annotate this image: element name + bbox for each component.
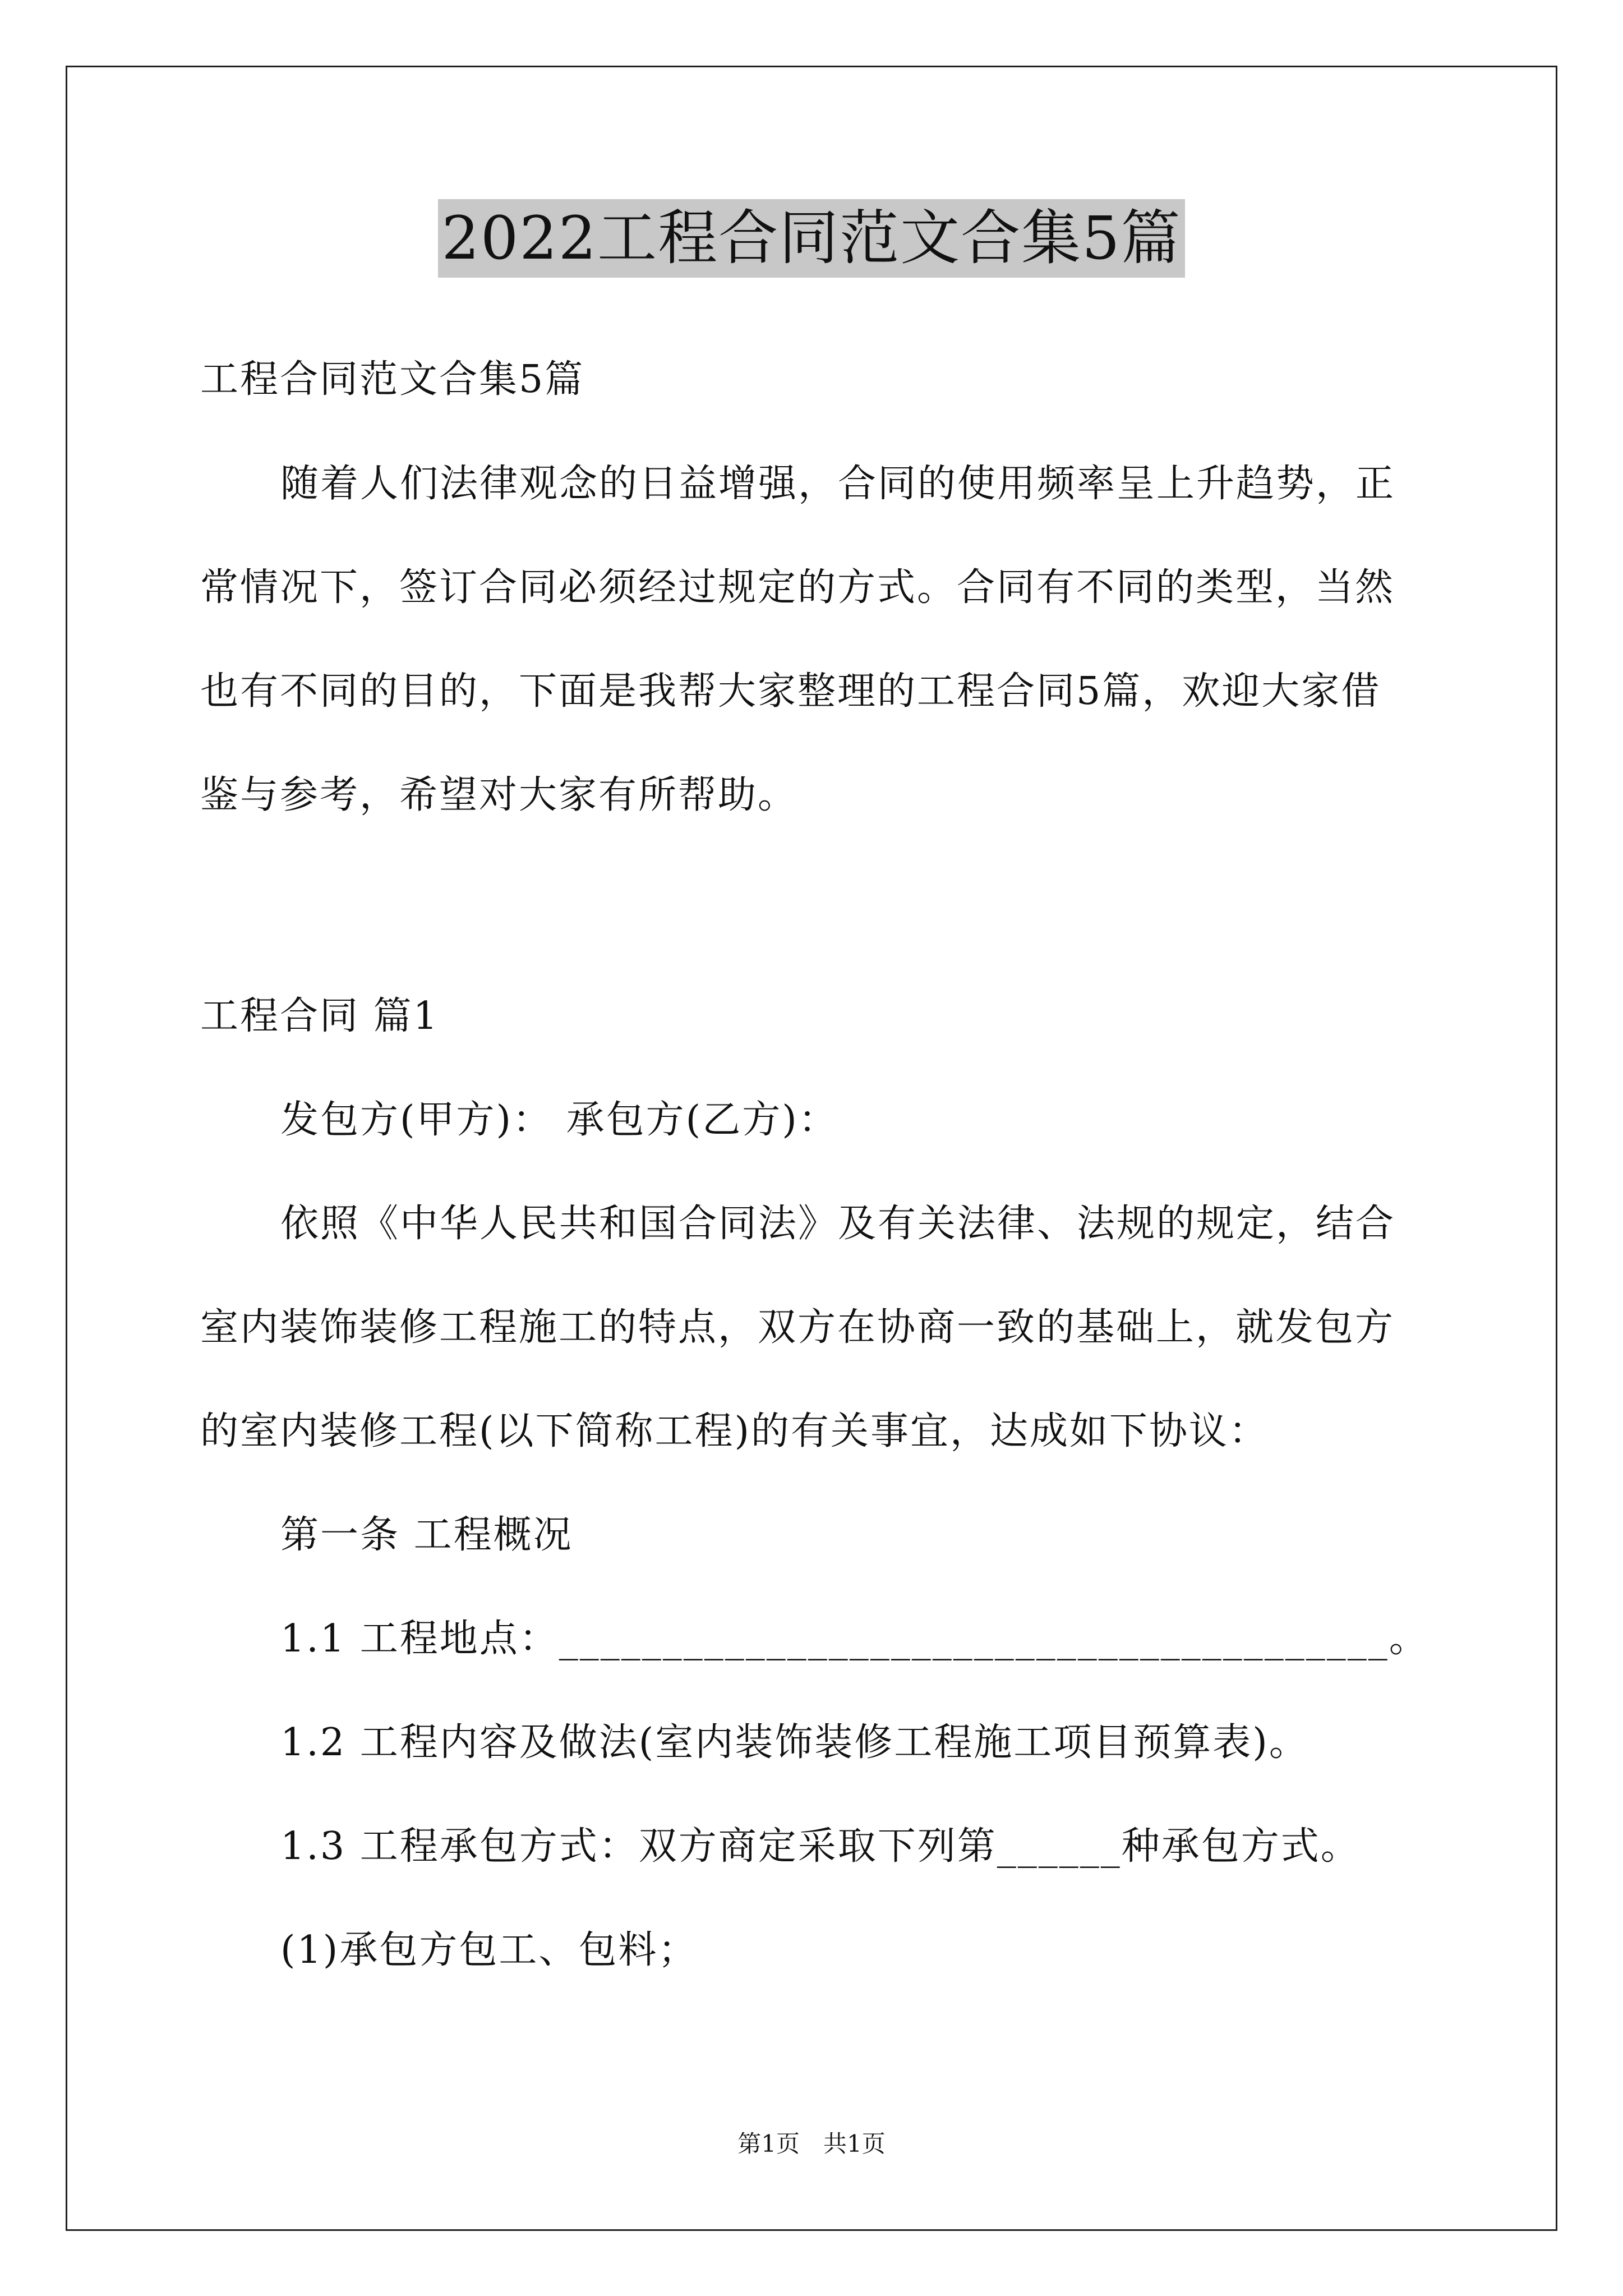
clause-1-1: 1.1 工程地点：________________________________________。 — [280, 1617, 1429, 1661]
section-heading: 工程合同 篇1 — [200, 994, 439, 1038]
document-title: 2022工程合同范文合集5篇 — [438, 199, 1184, 278]
parties-line: 发包方(甲方)： 承包方(乙方)： — [280, 1098, 838, 1142]
title-container — [0, 199, 1623, 278]
intro-line-3: 也有不同的目的，下面是我帮大家整理的工程合同5篇，欢迎大家借 — [200, 669, 1381, 714]
intro-line-2: 常情况下，签订合同必须经过规定的方式。合同有不同的类型，当然 — [200, 565, 1395, 610]
page-footer: 第1页 共1页 — [737, 2130, 886, 2157]
basis-line-1: 依照《中华人民共和国合同法》及有关法律、法规的规定，结合 — [280, 1202, 1396, 1246]
clause-1-3: 1.3 工程承包方式：双方商定采取下列第______种承包方式。 — [280, 1824, 1361, 1869]
article-heading: 第一条 工程概况 — [280, 1513, 573, 1557]
intro-line-4: 鉴与参考，希望对大家有所帮助。 — [200, 773, 798, 817]
option-1: (1)承包方包工、包料； — [280, 1928, 698, 1972]
document-subtitle: 工程合同范文合集5篇 — [200, 357, 585, 402]
basis-line-3: 的室内装修工程(以下简称工程)的有关事宜，达成如下协议： — [200, 1409, 1269, 1453]
intro-line-1: 随着人们法律观念的日益增强，合同的使用频率呈上升趋势，正 — [280, 462, 1396, 506]
basis-line-2: 室内装饰装修工程施工的特点，双方在协商一致的基础上，就发包方 — [200, 1305, 1395, 1350]
clause-1-2: 1.2 工程内容及做法(室内装饰装修工程施工项目预算表)。 — [280, 1720, 1309, 1765]
